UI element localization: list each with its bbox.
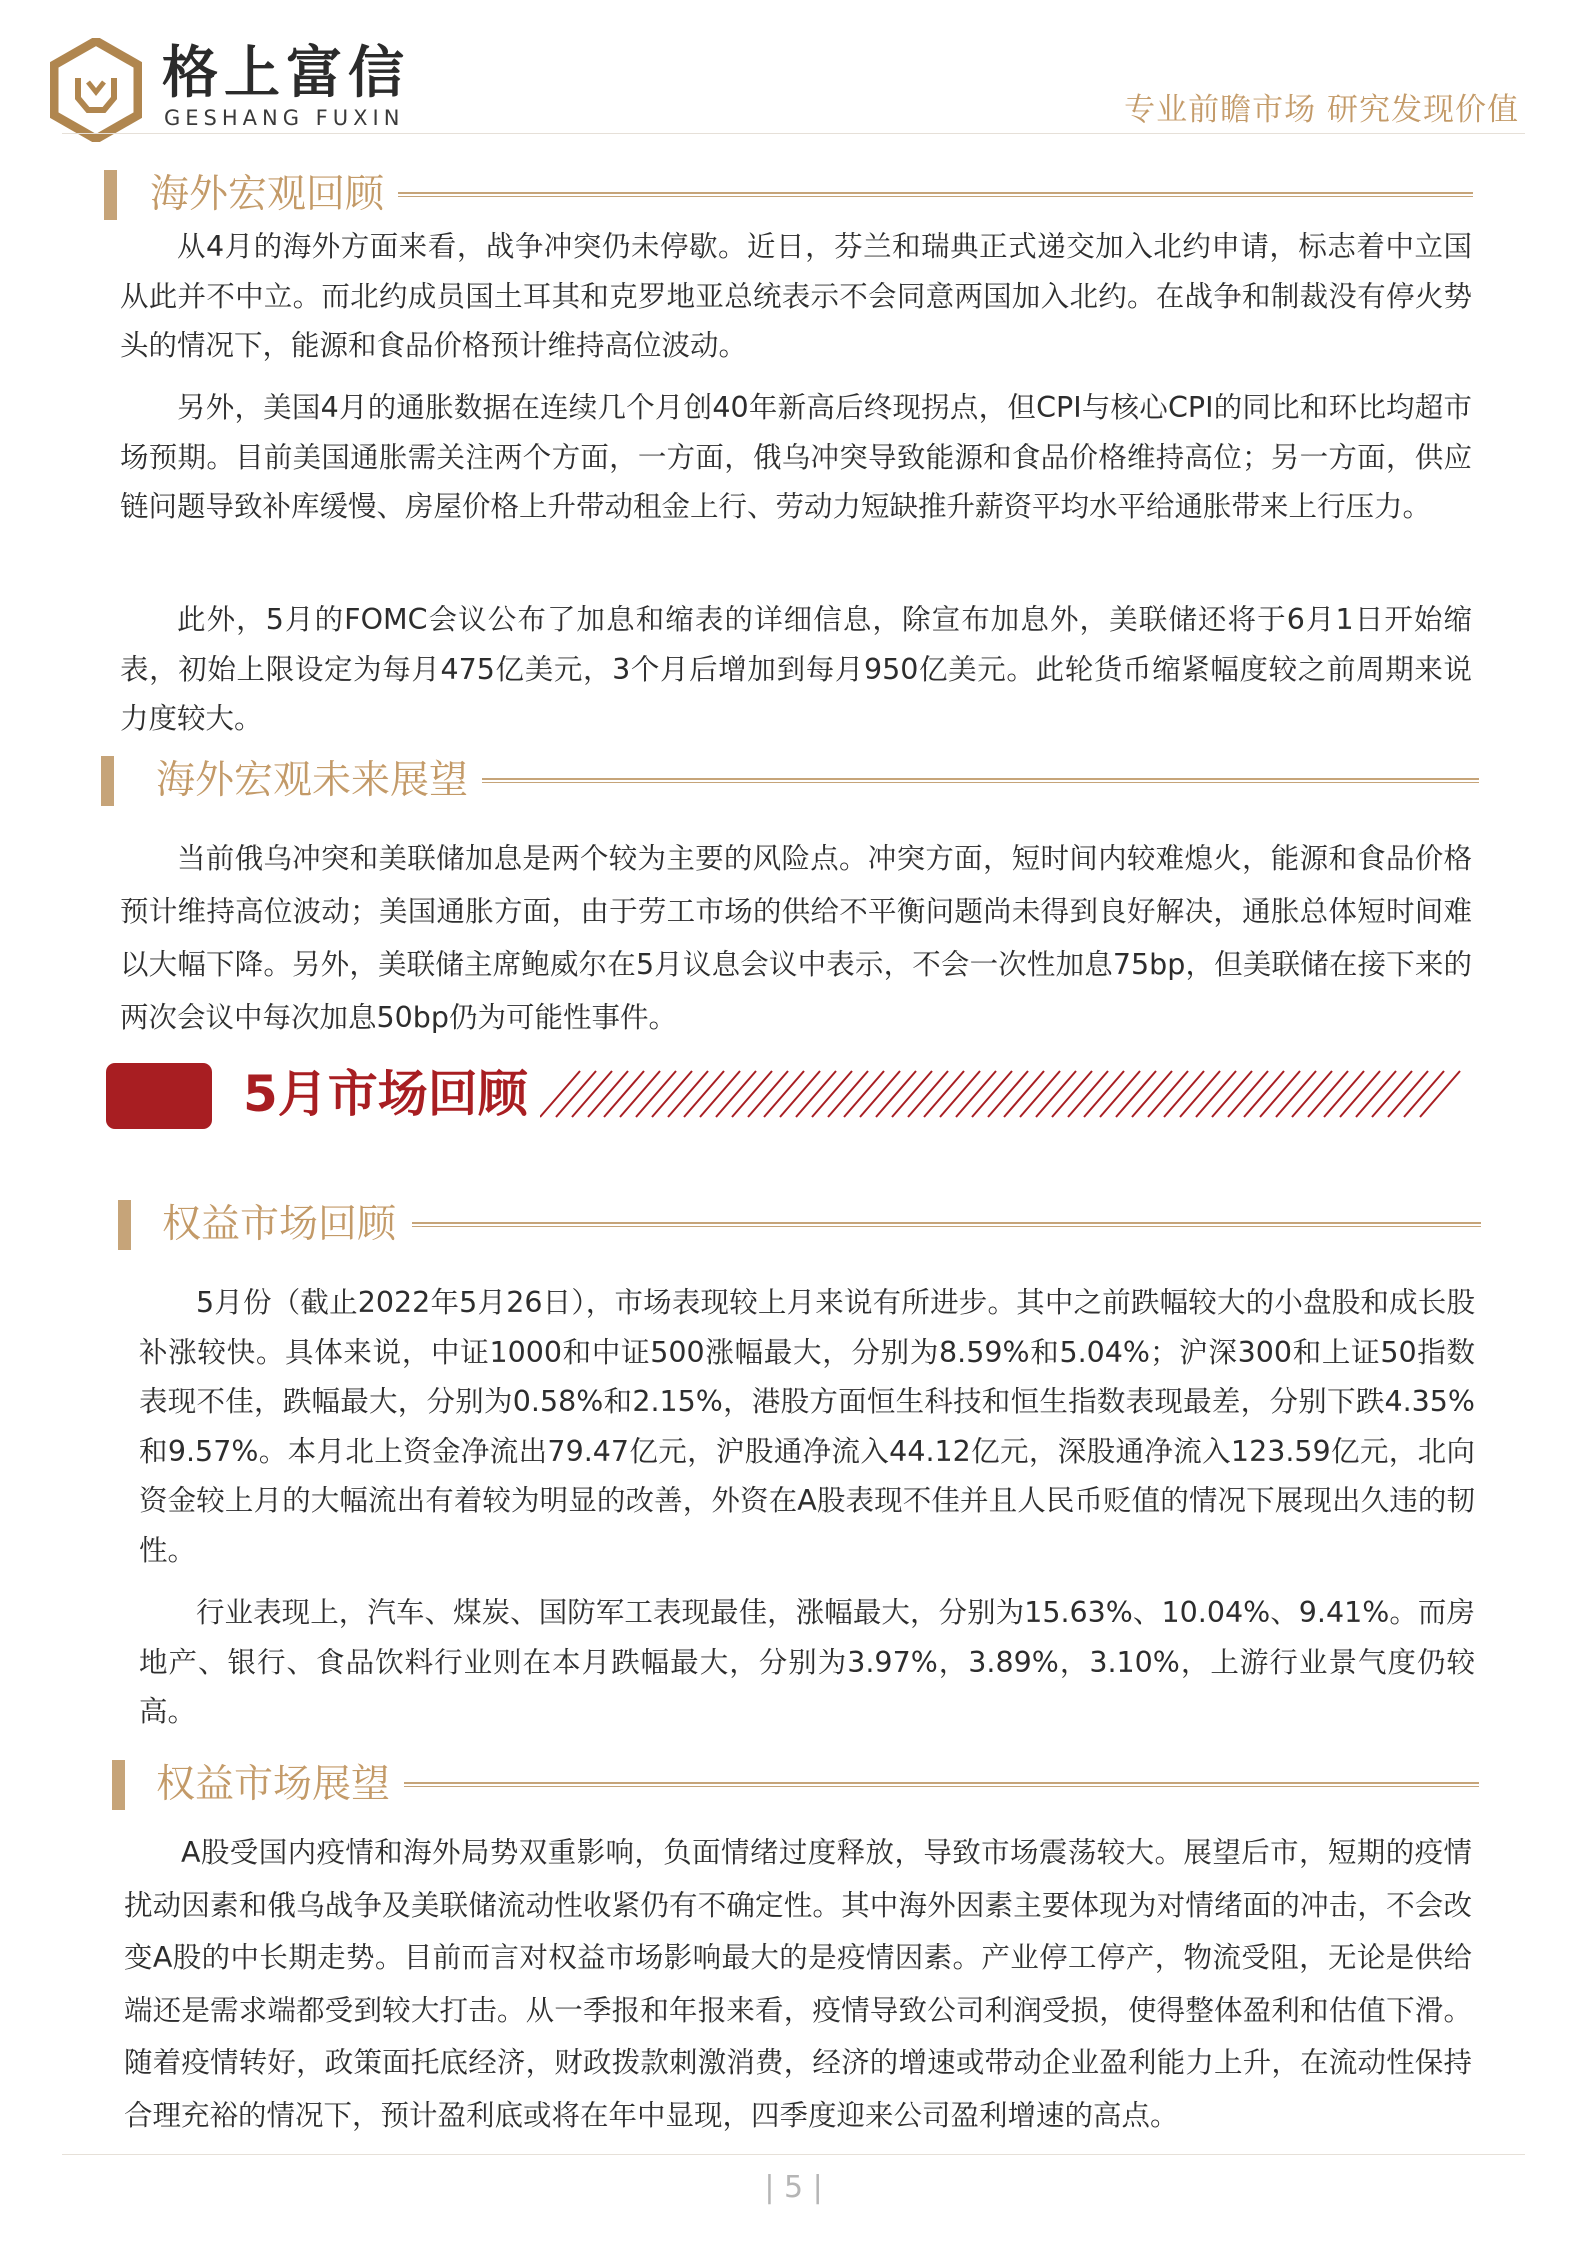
- heading-bar: [104, 170, 117, 220]
- heading-rule: [412, 1222, 1481, 1227]
- section-heading-equity-review: [0, 1196, 1587, 1256]
- header-divider: [62, 133, 1525, 134]
- section-heading-overseas-outlook: [0, 752, 1587, 812]
- paragraph: A股受国内疫情和海外局势双重影响，负面情绪过度释放，导致市场震荡较大。展望后市，短期的疫情扰动因素和俄乌战争及美联储流动性收紧仍有不确定性。其中海外因素主要体现为对情绪面的冲击，不会改变A股的中长期走势。目前而言对权益市场影响最大的是疫情因素。产业停工停产，物流受阻，无论是供给端还是需求端都受到较大打击。从一季报和年报来看，疫情导致公司利润受损，使得整体盈利和估值下滑。随着疫情转好，政策面托底经济，财政拨款刺激消费，经济的增速或带动企业盈利能力上升，在流动性保持合理充裕的情况下，预计盈利底或将在年中显现，四季度迎来公司盈利增速的高点。: [124, 1836, 1472, 2132]
- paragraph: 从4月的海外方面来看，战争冲突仍未停歇。近日，芬兰和瑞典正式递交加入北约申请，标志着中立国从此并不中立。而北约成员国土耳其和克罗地亚总统表示不会同意两国加入北约。在战争和制裁没有停火势头的情况下，能源和食品价格预计维持高位波动。: [120, 230, 1472, 362]
- paragraph: 当前俄乌冲突和美联储加息是两个较为主要的风险点。冲突方面，短时间内较难熄火，能源和食品价格预计维持高位波动；美国通胀方面，由于劳工市场的供给不平衡问题尚未得到良好解决，通胀总体短时间难以大幅下降。另外，美联储主席鲍威尔在5月议息会议中表示，不会一次性加息75bp，但美联储在接下来的两次会议中每次加息50bp仍为可能性事件。: [120, 842, 1472, 1034]
- hexagon-logo-icon: [50, 38, 142, 142]
- heading-rule: [482, 778, 1479, 783]
- heading-bar: [112, 1760, 125, 1810]
- paragraph: 行业表现上，汽车、煤炭、国防军工表现最佳，涨幅最大，分别为15.63%、10.04%、9.41%。而房地产、银行、食品饮料行业则在本月跌幅最大，分别为3.97%，3.89%，3.10%，上游行业景气度仍较高。: [139, 1596, 1475, 1728]
- footer-divider: [62, 2154, 1525, 2155]
- chapter-title: 5月市场回顾: [243, 1065, 528, 1123]
- header-slogan: 专业前瞻市场 研究发现价值: [1124, 92, 1519, 128]
- brand-name-en: GESHANG FUXIN: [164, 106, 405, 130]
- section-title: 海外宏观未来展望: [156, 758, 469, 803]
- section-title: 权益市场回顾: [162, 1202, 397, 1247]
- section-title: 权益市场展望: [156, 1762, 391, 1807]
- chapter-marker: [106, 1063, 212, 1129]
- paragraph: 另外，美国4月的通胀数据在连续几个月创40年新高后终现拐点，但CPI与核心CPI的同比和环比均超市场预期。目前美国通胀需关注两个方面，一方面，俄乌冲突导致能源和食品价格维持高位；另一方面，供应链问题导致补库缓慢、房屋价格上升带动租金上行、劳动力短缺推升薪资平均水平给通胀带来上行压力。: [120, 391, 1472, 523]
- page-header: [0, 0, 1587, 140]
- section-heading-overseas-review: [0, 166, 1587, 226]
- paragraph: 此外，5月的FOMC会议公布了加息和缩表的详细信息，除宣布加息外，美联储还将于6月1日开始缩表，初始上限设定为每月475亿美元，3个月后增加到每月950亿美元。此轮货币缩紧幅度较之前周期来说力度较大。: [120, 603, 1472, 735]
- heading-rule: [404, 1782, 1479, 1787]
- chapter-heading: [0, 1055, 1587, 1135]
- page-number: | 5 |: [764, 2170, 823, 2205]
- heading-bar: [118, 1200, 131, 1250]
- heading-rule: [398, 192, 1473, 197]
- section-title: 海外宏观回顾: [150, 172, 385, 217]
- brand-name: 格上富信: [162, 41, 410, 106]
- heading-bar: [101, 756, 114, 806]
- hatch-decoration: [540, 1069, 1475, 1119]
- section-heading-equity-outlook: [0, 1756, 1587, 1816]
- paragraph: 5月份（截止2022年5月26日），市场表现较上月来说有所进步。其中之前跌幅较大的小盘股和成长股补涨较快。具体来说，中证1000和中证500涨幅最大，分别为8.59%和5.04%；沪深300和上证50指数表现不佳，跌幅最大，分别为0.58%和2.15%，港股方面恒生科技和恒生指数表现最差，分别下跌4.35%和9.57%。本月北上资金净流出79.47亿元，沪股通净流入44.12亿元，深股通净流入123.59亿元，北向资金较上月的大幅流出有着较为明显的改善，外资在A股表现不佳并且人民币贬值的情况下展现出久违的韧性。: [139, 1286, 1475, 1567]
